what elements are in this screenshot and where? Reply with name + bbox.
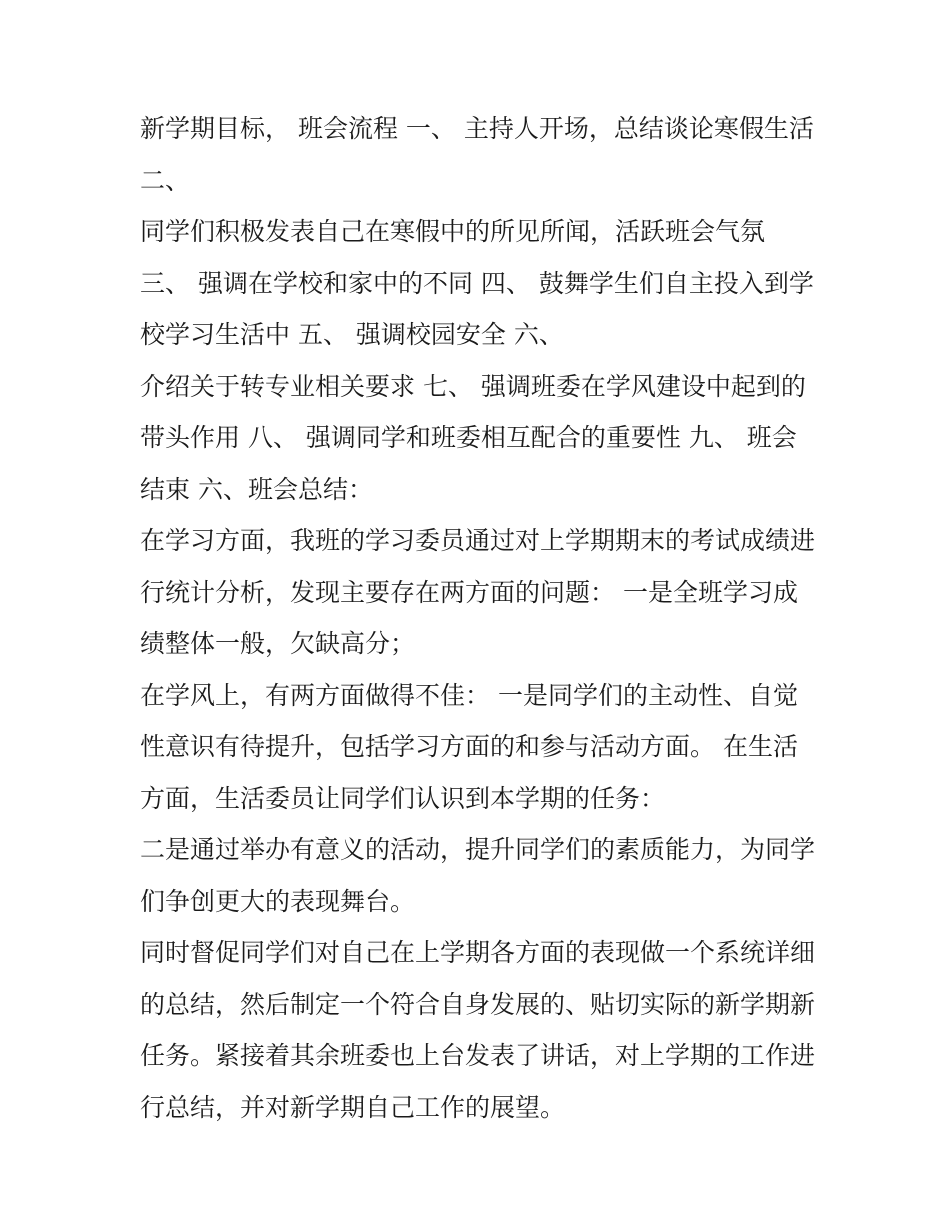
text-line-3: 同学们积极发表自己在寒假中的所见所闻，活跃班会气氛: [140, 217, 766, 246]
text-line-15: 二是通过举办有意义的活动，提升同学们的素质能力，为同学: [140, 835, 816, 864]
text-line-19: 任务。紧接着其余班委也上台发表了讲话，对上学期的工作进: [140, 1041, 816, 1070]
text-line-18: 的总结，然后制定一个符合自身发展的、贴切实际的新学期新: [140, 989, 816, 1019]
body-text: [140, 103, 820, 1133]
text-line-20: 行总结，并对新学期自己工作的展望。: [140, 1092, 566, 1122]
text-line-17: 同时督促同学们对自己在上学期各方面的表现做一个系统详细: [140, 938, 816, 967]
text-line-8: 结束 六、班会总结：: [140, 474, 373, 504]
text-line-14: 方面，生活委员让同学们认识到本学期的任务：: [140, 783, 666, 813]
text-line-12: 在学风上，有两方面做得不佳： 一是同学们的主动性、自觉: [140, 680, 798, 710]
text-line-4: 三、 强调在学校和家中的不同 四、 鼓舞学生们自主投入到学: [140, 268, 814, 298]
text-line-16: 们争创更大的表现舞台。: [140, 886, 416, 916]
text-line-1: 新学期目标， 班会流程 一、 主持人开场，总结谈论寒假生活: [140, 114, 814, 143]
text-line-11: 绩整体一般，欠缺高分；: [140, 629, 416, 658]
text-line-13: 性意识有待提升，包括学习方面的和参与活动方面。 在生活: [140, 732, 798, 761]
text-line-10: 行统计分析，发现主要存在两方面的问题： 一是全班学习成: [140, 577, 798, 607]
text-line-9: 在学习方面，我班的学习委员通过对上学期期末的考试成绩进: [140, 526, 816, 555]
text-line-6: 介绍关于转专业相关要求 七、 强调班委在学风建设中起到的: [140, 371, 806, 401]
text-line-2: 二、: [140, 165, 191, 195]
text-line-5: 校学习生活中 五、 强调校园安全 六、: [140, 320, 564, 349]
text-line-7: 带头作用 八、 强调同学和班委相互配合的重要性 九、 班会: [140, 423, 797, 452]
